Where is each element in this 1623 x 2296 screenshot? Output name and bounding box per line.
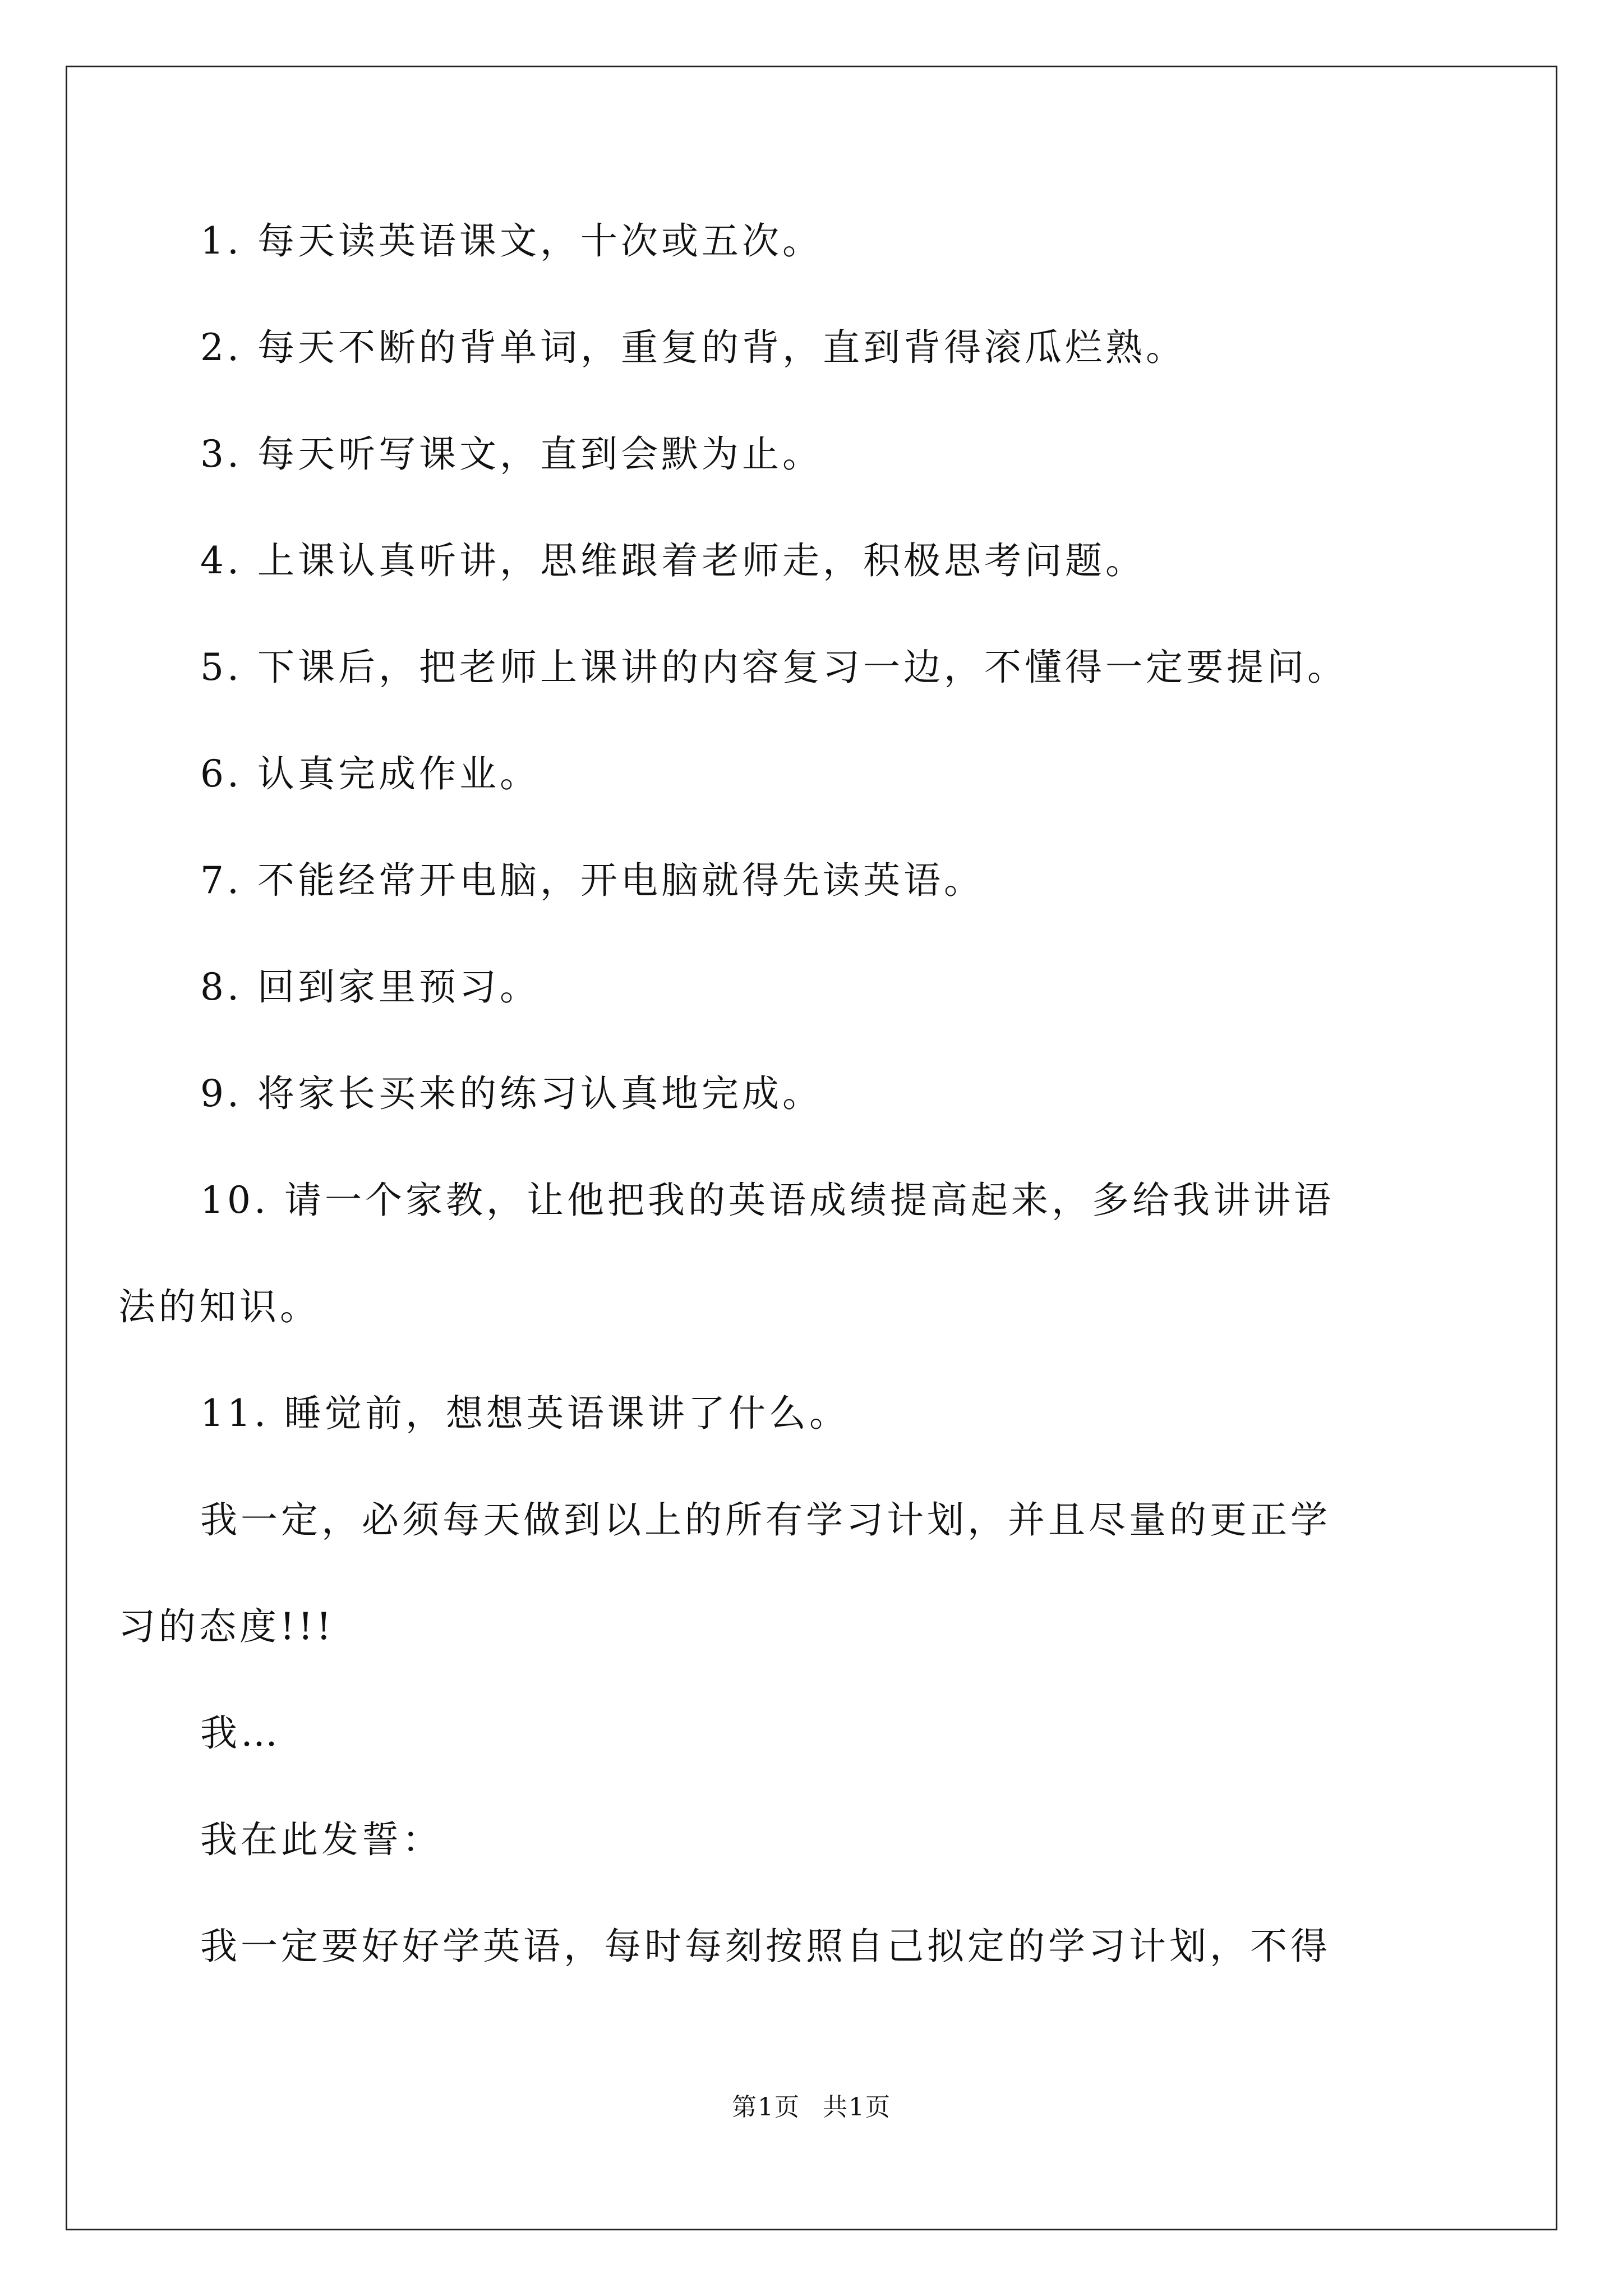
- list-item: 1. 每天读英语课文，十次或五次。: [200, 219, 823, 263]
- page-border: [66, 66, 1557, 2230]
- paragraph-line: 我一定要好好学英语，每时每刻按照自己拟定的学习计划，不得: [200, 1925, 1331, 1968]
- list-item: 11. 睡觉前，想想英语课讲了什么。: [200, 1392, 850, 1435]
- list-item-continuation: 法的知识。: [118, 1285, 320, 1328]
- list-item: 4. 上课认真听讲，思维跟着老师走，积极思考问题。: [200, 539, 1146, 582]
- page-count: 共1页: [823, 2093, 891, 2122]
- list-item: 2. 每天不断的背单词，重复的背，直到背得滚瓜烂熟。: [200, 326, 1186, 369]
- list-item: 7. 不能经常开电脑，开电脑就得先读英语。: [200, 859, 984, 902]
- page-footer: [0, 2093, 1623, 2122]
- paragraph-continuation: 习的态度!!!: [118, 1605, 335, 1648]
- list-item: 6. 认真完成作业。: [200, 752, 540, 795]
- paragraph-line: 我一定，必须每天做到以上的所有学习计划，并且尽量的更正学: [200, 1498, 1331, 1542]
- paragraph-line: 我在此发誓：: [200, 1818, 442, 1861]
- list-item: 10. 请一个家教，让他把我的英语成绩提高起来，多给我讲讲语: [200, 1179, 1334, 1222]
- list-item: 3. 每天听写课文，直到会默为止。: [200, 432, 823, 476]
- list-item: 8. 回到家里预习。: [200, 965, 540, 1009]
- list-item: 5. 下课后，把老师上课讲的内容复习一边，不懂得一定要提问。: [200, 646, 1348, 689]
- list-item: 9. 将家长买来的练习认真地完成。: [200, 1072, 823, 1115]
- paragraph-line: 我…: [200, 1711, 281, 1755]
- page-number: 第1页: [732, 2093, 800, 2122]
